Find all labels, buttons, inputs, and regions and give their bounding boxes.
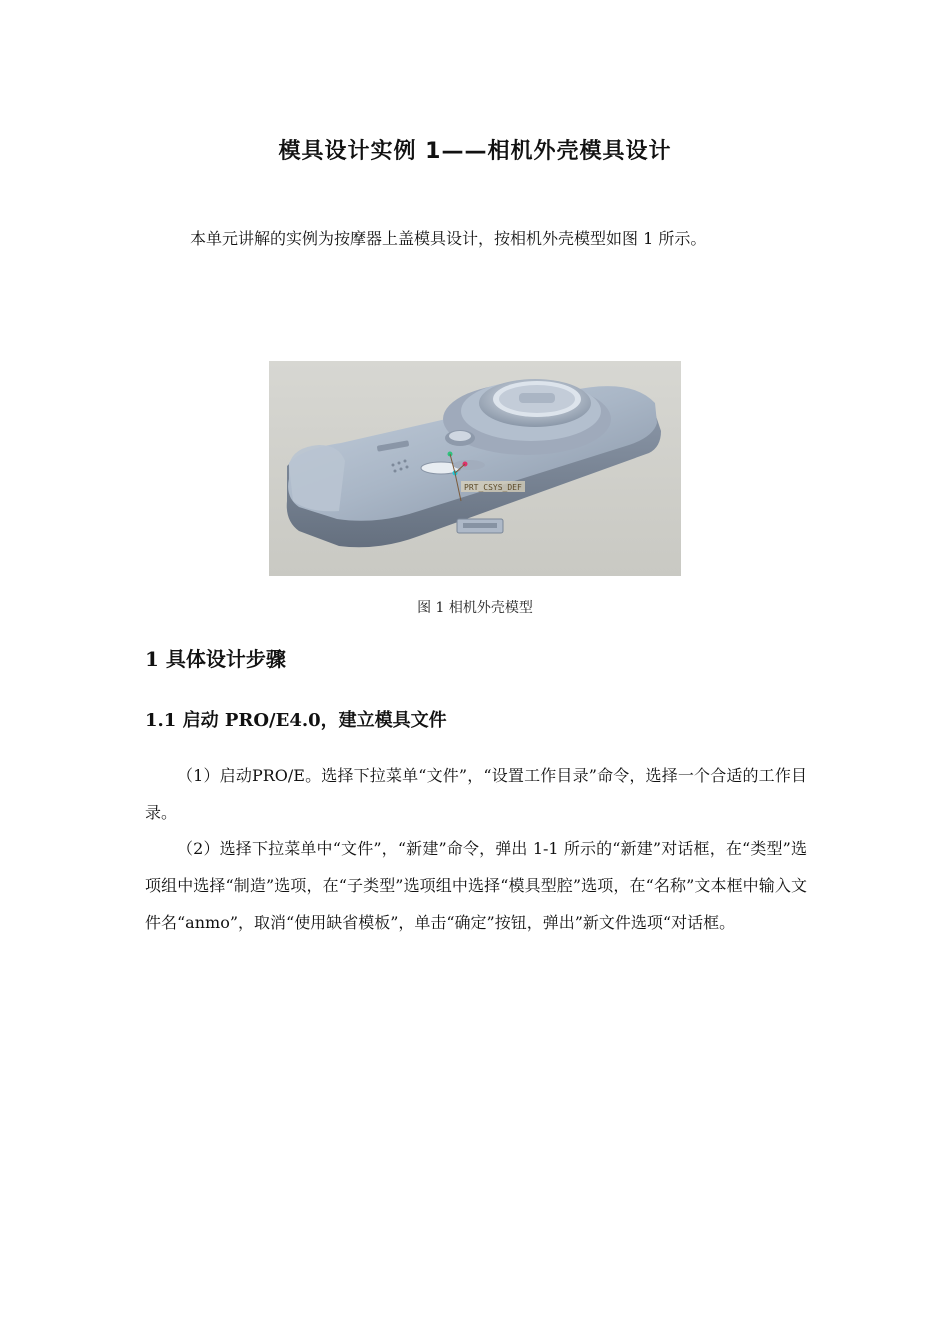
csys-label: PRT_CSYS_DEF <box>464 483 522 492</box>
page-title: 模具设计实例 1——相机外壳模具设计 <box>278 139 672 164</box>
camera-shell-model-image <box>269 361 681 576</box>
subsection-heading: 1.1 启动 PRO/E4.0，建立模具文件 <box>145 710 447 731</box>
step-paragraph-2: （2）选择下拉菜单中“文件”，“新建”命令，弹出 1-1 所示的“新建”对话框，在“类型”选项组中选择“制造”选项，在“子类型”选项组中选择“模具型腔”选项，在“名称”文本框中输入文件名“anmo”，取消“使用缺省模板”，单击“确定”按钮，弹出”新文件选项“对话框。 <box>145 839 807 932</box>
section-heading: 1 具体设计步骤 <box>145 647 286 671</box>
step-paragraph-1: （1）启动PRO/E。选择下拉菜单“文件”，“设置工作目录”命令，选择一个合适的工作目录。 <box>145 766 807 822</box>
figure-caption: 图 1 相机外壳模型 <box>417 600 533 616</box>
camera-shell-model-figure <box>269 361 681 576</box>
intro-paragraph: 本单元讲解的实例为按摩器上盖模具设计，按相机外壳模型如图 1 所示。 <box>190 229 707 248</box>
